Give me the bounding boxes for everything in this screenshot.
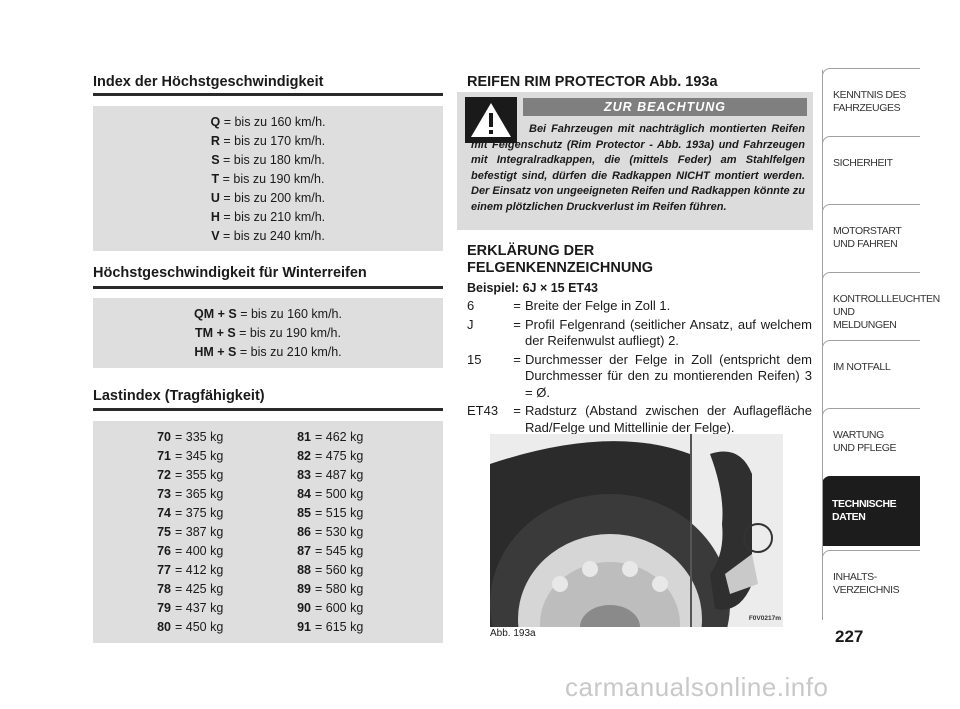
rim-marking-list [467, 296, 812, 436]
load-code: 79 [157, 601, 171, 615]
load-code: 86 [297, 525, 311, 539]
index-code: V [211, 229, 220, 243]
load-code: 72 [157, 468, 171, 482]
divider [93, 408, 443, 411]
index-value: = bis zu 200 km/h. [219, 191, 326, 205]
sidebar-tab-line1: TECHNISCHE [832, 498, 897, 510]
index-code: HM + S [194, 345, 237, 359]
load-code: 73 [157, 487, 171, 501]
load-code: 84 [297, 487, 311, 501]
load-code: 81 [297, 430, 311, 444]
load-index-row [283, 580, 363, 599]
sidebar-tab[interactable] [822, 340, 920, 404]
load-index-row [143, 428, 223, 447]
rim-description: Durchmesser der Felge in Zoll (entspricht dem Durchmesser für den zu montierenden Reifen) 3 = Ø. [525, 351, 812, 400]
load-value: = 365 kg [175, 487, 224, 501]
rim-equals: = [513, 316, 521, 332]
load-value: = 560 kg [315, 563, 364, 577]
speed-index-row [93, 227, 443, 246]
load-code: 89 [297, 582, 311, 596]
index-code: U [210, 191, 220, 205]
speed-index-list [93, 106, 443, 246]
load-index-row [143, 504, 223, 523]
rim-equals: = [513, 403, 521, 418]
sidebar-tab-line1: IM NOTFALL [833, 361, 891, 373]
load-value: = 475 kg [315, 449, 364, 463]
load-index-row [283, 485, 363, 504]
sidebar-tab[interactable] [822, 136, 920, 200]
load-code: 78 [157, 582, 171, 596]
load-index-column-1 [143, 428, 223, 637]
index-code: T [211, 172, 220, 186]
rim-marking-heading-line1: ERKLÄRUNG DER [467, 243, 595, 259]
load-index-row [143, 561, 223, 580]
load-value: = 500 kg [315, 487, 364, 501]
winter-speed-row [93, 324, 443, 343]
rim-marking-heading-line2: FELGENKENNZEICHNUNG [467, 260, 654, 276]
load-value: = 487 kg [315, 468, 364, 482]
tire-illustration [490, 434, 783, 627]
winter-speed-row [93, 305, 443, 324]
load-index-row [283, 466, 363, 485]
load-index-row [283, 542, 363, 561]
rim-equals: = [513, 351, 521, 367]
load-index-row [143, 485, 223, 504]
index-value: = bis zu 160 km/h. [220, 115, 326, 129]
index-value: = bis zu 160 km/h. [236, 307, 342, 321]
winter-speed-box [93, 298, 443, 368]
sidebar-tab[interactable] [822, 550, 920, 614]
warning-label: ZUR BEACHTUNG [523, 98, 807, 116]
load-index-row [283, 599, 363, 618]
rim-marking-heading [467, 243, 653, 277]
load-value: = 335 kg [175, 430, 224, 444]
rim-marking-row [467, 403, 812, 436]
load-code: 77 [157, 563, 171, 577]
page-number: 227 [835, 627, 864, 646]
speed-index-heading: Index der Höchstgeschwindigkeit [93, 74, 324, 90]
divider [93, 93, 443, 96]
figure-caption: Abb. 193a [490, 628, 536, 639]
speed-index-row [93, 132, 443, 151]
sidebar-tab-line1: WARTUNG [833, 429, 884, 441]
load-value: = 355 kg [175, 468, 224, 482]
index-code: H [210, 210, 220, 224]
sidebar-tab[interactable] [822, 204, 920, 268]
load-code: 76 [157, 544, 171, 558]
load-index-heading: Lastindex (Tragfähigkeit) [93, 388, 265, 404]
rim-code: ET43 [467, 403, 499, 418]
load-code: 70 [157, 430, 171, 444]
speed-index-row [93, 189, 443, 208]
warning-text: Bei Fahrzeugen mit nachträglich montierten Reifen mit Felgenschutz (Rim Protector - Abb. 193a) und Fahrzeugen mit Integralradkappen, die (mittels Feder) am Stahlfelgen befestigt sind, dürfen die Radkappen NICHT montiert werden. Der Einsatz von ungeeigneten Reifen und Radkappen könnte zu einem plötzlichen Druckverlust im Reifen führen. [471, 123, 805, 213]
winter-speed-list [93, 298, 443, 362]
sidebar-tab-line2: DATEN [832, 511, 866, 523]
load-value: = 515 kg [315, 506, 364, 520]
rim-description: Profil Felgenrand (seitlicher Ansatz, auf welchem der Reifenwulst aufliegt) 2. [525, 316, 812, 348]
rim-code: 6 [467, 298, 475, 313]
rim-example: Beispiel: 6J × 15 ET43 [467, 281, 598, 295]
index-value: = bis zu 240 km/h. [219, 229, 325, 243]
load-code: 83 [297, 468, 311, 482]
sidebar-tab-line2: FAHRZEUGES [833, 102, 901, 114]
load-code: 75 [157, 525, 171, 539]
load-value: = 345 kg [175, 449, 224, 463]
load-index-row [143, 542, 223, 561]
load-value: = 615 kg [315, 620, 364, 634]
load-value: = 600 kg [315, 601, 364, 615]
load-value: = 425 kg [175, 582, 224, 596]
index-code: Q [210, 115, 221, 129]
sidebar-tab-line2: UND PFLEGE [833, 442, 897, 454]
load-value: = 437 kg [175, 601, 224, 615]
index-value: = bis zu 170 km/h. [219, 134, 326, 148]
sidebar-tab-line1: KONTROLLLEUCHTEN [833, 293, 940, 305]
load-code: 88 [297, 563, 311, 577]
winter-speed-row [93, 343, 443, 362]
load-code: 91 [297, 620, 311, 634]
speed-index-row [93, 113, 443, 132]
load-index-row [143, 618, 223, 637]
load-value: = 545 kg [315, 544, 364, 558]
sidebar-tab-line2: UND MELDUNGEN [833, 306, 897, 331]
load-code: 71 [157, 449, 171, 463]
rim-marking-row [467, 352, 812, 402]
sidebar-tab[interactable] [822, 476, 920, 546]
index-value: = bis zu 190 km/h. [235, 326, 341, 340]
sidebar-tab-line2: UND FAHREN [833, 238, 898, 250]
index-code: S [211, 153, 220, 167]
load-value: = 375 kg [175, 506, 224, 520]
rim-marking-row [467, 298, 812, 315]
load-value: = 450 kg [175, 620, 224, 634]
load-index-column-2 [283, 428, 363, 637]
divider [93, 286, 443, 289]
index-code: TM + S [195, 326, 236, 340]
load-index-row [143, 523, 223, 542]
sidebar-tab-line1: KENNTNIS DES [833, 89, 906, 101]
load-index-row [283, 447, 363, 466]
load-code: 87 [297, 544, 311, 558]
sidebar-tab-line1: MOTORSTART [833, 225, 902, 237]
watermark: carmanualsonline.info [565, 672, 829, 702]
load-index-box [93, 421, 443, 643]
rim-code: 15 [467, 351, 482, 367]
index-value: = bis zu 210 km/h. [236, 345, 342, 359]
load-index-row [143, 599, 223, 618]
index-value: = bis zu 190 km/h. [219, 172, 325, 186]
load-code: 85 [297, 506, 311, 520]
index-code: QM + S [194, 307, 237, 321]
load-code: 90 [297, 601, 311, 615]
winter-speed-heading: Höchstgeschwindigkeit für Winterreifen [93, 265, 367, 281]
load-index-row [283, 618, 363, 637]
load-index-row [143, 447, 223, 466]
warning-box [457, 92, 813, 230]
load-code: 80 [157, 620, 171, 634]
speed-index-row [93, 208, 443, 227]
load-code: 74 [157, 506, 171, 520]
rim-equals: = [513, 298, 521, 313]
rim-protector-heading: REIFEN RIM PROTECTOR Abb. 193a [467, 74, 718, 90]
index-value: = bis zu 210 km/h. [219, 210, 326, 224]
load-index-row [283, 428, 363, 447]
rim-marking-row [467, 317, 812, 350]
speed-index-box [93, 106, 443, 251]
load-index-row [283, 504, 363, 523]
load-index-row [143, 466, 223, 485]
load-value: = 387 kg [175, 525, 224, 539]
sidebar-tab[interactable] [822, 68, 920, 132]
figure-code: F0V0217m [748, 615, 781, 622]
load-value: = 580 kg [315, 582, 364, 596]
rim-description: Breite der Felge in Zoll 1. [525, 298, 671, 313]
sidebar-tab-line1: INHALTS- [833, 571, 877, 583]
sidebar-tab-line2: VERZEICHNIS [833, 584, 900, 596]
tire-figure [490, 434, 783, 639]
rim-description: Radsturz (Abstand zwischen der Auflagefläche Rad/Felge und Mittellinie der Felge). [525, 403, 812, 435]
sidebar-tab-line1: SICHERHEIT [833, 157, 893, 169]
load-index-row [283, 523, 363, 542]
load-code: 82 [297, 449, 311, 463]
load-index-row [283, 561, 363, 580]
speed-index-row [93, 170, 443, 189]
index-value: = bis zu 180 km/h. [219, 153, 325, 167]
load-value: = 412 kg [175, 563, 224, 577]
load-value: = 530 kg [315, 525, 364, 539]
load-value: = 400 kg [175, 544, 224, 558]
speed-index-row [93, 151, 443, 170]
load-index-row [143, 580, 223, 599]
sidebar-line [822, 70, 823, 620]
load-value: = 462 kg [315, 430, 364, 444]
index-code: R [210, 134, 220, 148]
rim-code: J [467, 316, 474, 332]
sidebar-tab[interactable] [822, 272, 940, 336]
sidebar-tab[interactable] [822, 408, 920, 472]
